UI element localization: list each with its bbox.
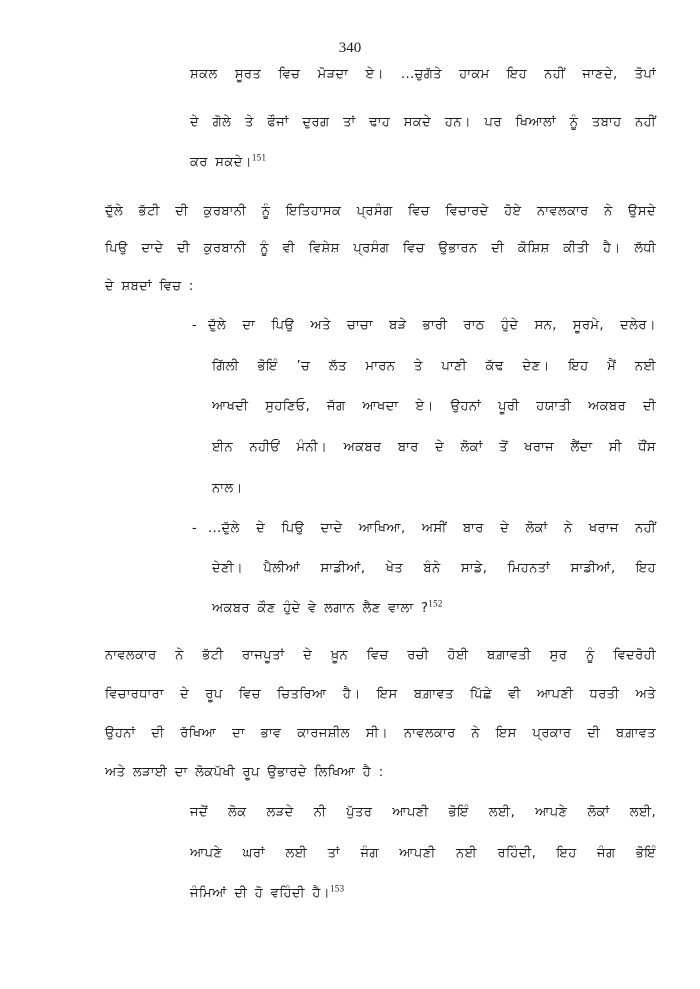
para-1-line-3: ਦੇ ਸ਼ਬਦਾਂ ਵਿਚ : (105, 279, 194, 294)
para-2-line-2: ਵਿਚਾਰਧਾਰਾ ਦੇ ਰੂਪ ਵਿਚ ਚਿਤਰਿਆ ਹੈ। ਇਸ ਬਗ਼ਾਵਤ ਪਿੱਛੇ ਵੀ ਆਪਣੀ ਧਰਤੀ ਅਤੇ (105, 687, 656, 702)
bullet-1-line-4: ਈਨ ਨਹੀਓਂ ਮੰਨੀ। ਅਕਬਰ ਬਾਰ ਦੇ ਲੋਕਾਂ ਤੋਂ ਖਰਾਜ ਲੈਂਦਾ ਸੀ ਧੌਂਸ (212, 440, 656, 455)
page-number: 340 (338, 40, 362, 56)
footnote-ref-152: 152 (428, 598, 443, 609)
bullet-2-line-1: ...ਦੁੱਲੇ ਦੇ ਪਿਉ ਦਾਦੇ ਆਖਿਆ, ਅਸੀਂ ਬਾਰ ਦੇ ਲੋਕਾਂ ਨੇ ਖਰਾਜ ਨਹੀਂ (208, 521, 656, 536)
quote-2-text: ਜੰਮਿਆਂ ਦੀ ਹੋ ਵਹਿੰਦੀ ਹੈ। (190, 886, 330, 901)
para-2-line-1: ਨਾਵਲਕਾਰ ਨੇ ਭੱਟੀ ਰਾਜਪੂਤਾਂ ਦੇ ਖ਼ੂਨ ਵਿਚ ਰਚੀ ਹੋਈ ਬਗ਼ਾਵਤੀ ਸੁਰ ਨੂੰ ਵਿਦਰੋਹੀ (105, 648, 656, 663)
bullet-dash: - (192, 318, 197, 333)
bullet-1-line-3: ਆਖਦੀ ਸੁਹਣਿਓ, ਜੱਗ ਆਖਦਾ ਏ। ਉਹਨਾਂ ਪੂਰੀ ਹਯਾਤੀ ਅਕਬਰ ਦੀ (212, 399, 656, 414)
bullet-2-line-2: ਦੇਣੀ। ਪੈਲੀਆਂ ਸਾਡੀਆਂ, ਖੇਤ ਬੰਨੇ ਸਾਡੇ, ਮਿਹਨਤਾਂ ਸਾਡੀਆਂ, ਇਹ (212, 561, 656, 576)
bullet-1-line-1: ਦੁੱਲੇ ਦਾ ਪਿਉ ਅਤੇ ਚਾਚਾ ਬੜੇ ਭਾਰੀ ਰਾਠ ਹੁੰਦੇ ਸਨ, ਸੂਰਮੇ, ਦਲੇਰ। (208, 318, 656, 333)
quote-2-line-1: ਜਦੋਂ ਲੋਕ ਲੜਦੇ ਨੀ ਪੁੱਤਰ ਆਪਣੀ ਭੋਇੰ ਲਈ, ਆਪਣੇ ਲੋਕਾਂ ਲਈ, (190, 805, 656, 820)
footnote-ref-151: 151 (251, 152, 267, 163)
bullet-1-line-5: ਨਾਲ। (212, 481, 243, 496)
para-2-line-4: ਅਤੇ ਲੜਾਈ ਦਾ ਲੋਕਪੱਖੀ ਰੂਪ ਉਭਾਰਦੇ ਲਿਖਿਆ ਹੈ : (105, 765, 384, 780)
footnote-ref-153: 153 (329, 883, 345, 894)
quote-1-text: ਕਰ ਸਕਦੇ। (190, 155, 252, 170)
quote-2-line-3 (190, 883, 345, 901)
quote-1-line-1: ਸ਼ਕਲ ਸੂਰਤ ਵਿਚ ਮੋੜਦਾ ਏ। ...ਚੁਗੱਤੇ ਹਾਕਮ ਇਹ ਨਹੀਂ ਜਾਣਦੇ, ਤੋਪਾਂ (190, 67, 656, 82)
quote-1-line-3 (190, 152, 267, 170)
bullet-2-text: ਅਕਬਰ ਕੌਣ ਹੁੰਦੇ ਵੇ ਲਗਾਨ ਲੈਣ ਵਾਲਾ ? (212, 601, 429, 616)
para-1-line-1: ਦੁੱਲੇ ਭੱਟੀ ਦੀ ਕੁਰਬਾਨੀ ਨੂੰ ਇਤਿਹਾਸਕ ਪ੍ਰਸੰਗ ਵਿਚ ਵਿਚਾਰਦੇ ਹੋਏ ਨਾਵਲਕਾਰ ਨੇ ਉਸਦੇ (105, 204, 656, 219)
quote-1-line-2: ਦੇ ਗੋਲੇ ਤੇ ਫੌਜਾਂ ਦੁਰਗ ਤਾਂ ਢਾਹ ਸਕਦੇ ਹਨ। ਪਰ ਖਿਆਲਾਂ ਨੂੰ ਤਬਾਹ ਨਹੀਂ (190, 115, 656, 130)
para-1-line-2: ਪਿਉ ਦਾਦੇ ਦੀ ਕੁਰਬਾਨੀ ਨੂੰ ਵੀ ਵਿਸ਼ੇਸ਼ ਪ੍ਰਸੰਗ ਵਿਚ ਉਭਾਰਨ ਦੀ ਕੋਸ਼ਿਸ਼ ਕੀਤੀ ਹੈ। ਲੱਧੀ (105, 241, 656, 256)
bullet-2-line-3 (212, 598, 443, 616)
bullet-dash: - (192, 521, 197, 536)
quote-2-line-2: ਆਪਣੇ ਘਰਾਂ ਲਈ ਤਾਂ ਜੰਗ ਆਪਣੀ ਨਈ ਰਹਿੰਦੀ, ਇਹ ਜੰਗ ਭੋਇੰ (190, 846, 656, 861)
para-2-line-3: ਉਹਨਾਂ ਦੀ ਰੱਖਿਆ ਦਾ ਭਾਵ ਕਾਰਜਸ਼ੀਲ ਸੀ। ਨਾਵਲਕਾਰ ਨੇ ਇਸ ਪ੍ਰਕਾਰ ਦੀ ਬਗ਼ਾਵਤ (105, 726, 656, 741)
bullet-1-line-2: ਗਿੱਲੀ ਭੋਇੰ ’ਚ ਲੱਤ ਮਾਰਨ ਤੇ ਪਾਣੀ ਕੱਢ ਦੇਣ। ਇਹ ਮੈਂ ਨਈ (212, 359, 656, 374)
